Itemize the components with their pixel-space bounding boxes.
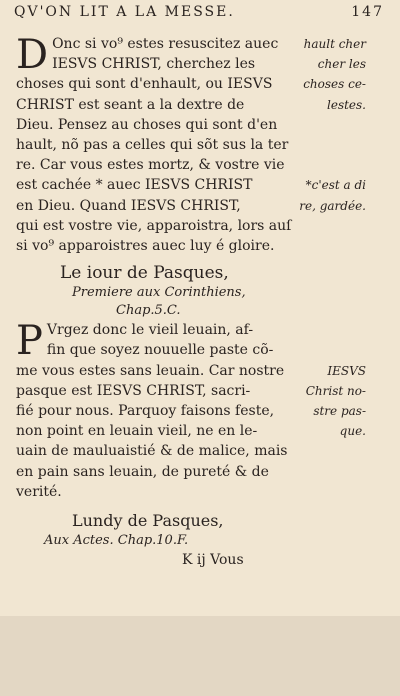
margin-note: Christ no- — [305, 383, 366, 398]
text-line — [16, 175, 366, 195]
line-text: fin que soyez nouuelle paste cõ- — [46, 342, 274, 359]
margin-note: *c'est a di — [305, 178, 366, 193]
line-text: Onc si vo⁹ estes resuscitez auec — [52, 36, 279, 52]
margin-note: lestes. — [327, 97, 366, 112]
section-subtitle: Premiere aux Corinthiens, — [72, 285, 246, 301]
line-text: fié pour nous. Parquoy faisons feste, — [16, 403, 275, 420]
text-line — [16, 482, 366, 502]
text-line — [16, 381, 366, 401]
line-text: me vous estes sans leuain. Car nostre — [16, 362, 285, 379]
text-line — [47, 340, 366, 360]
section-title: Lundy de Pasques, — [72, 511, 224, 531]
text-line — [16, 115, 366, 135]
line-text: est cachée * auec IESVS CHRIST — [16, 177, 253, 194]
line-text: hault, nõ pas a celles qui sõt sus la ter — [16, 137, 289, 154]
margin-note: IESVS — [327, 363, 366, 378]
paragraph-1 — [16, 34, 366, 256]
line-text: choses qui sont d'enhault, ou IESVS — [16, 76, 273, 93]
catchword: K ij Vous — [182, 552, 244, 569]
text-line — [16, 95, 366, 115]
text-line — [16, 441, 366, 461]
text-line — [16, 74, 366, 94]
line-text: verité. — [16, 483, 62, 500]
line-text: pasque est IESVS CHRIST, sacri- — [16, 382, 251, 399]
line-text: CHRIST est seant a la dextre de — [16, 96, 245, 113]
page-number: 147 — [351, 4, 384, 20]
section-chapter: Chap.5.C. — [116, 303, 181, 319]
text-line — [16, 236, 366, 256]
text-line — [16, 361, 366, 381]
text-line — [16, 135, 366, 155]
line-text: qui est vostre vie, apparoistra, lors auſ — [16, 217, 292, 234]
text-line — [16, 155, 366, 175]
line-text: si vo⁹ apparoistres auec luy é gloire. — [16, 238, 275, 255]
text-line — [16, 196, 366, 216]
header-title: QV'ON LIT A LA MESSE. — [14, 4, 235, 20]
line-text: Dieu. Pensez au choses qui sont d'en — [16, 116, 278, 133]
margin-note: re, gardée. — [299, 198, 366, 213]
running-header — [14, 4, 384, 20]
drop-cap: P — [16, 318, 43, 365]
margin-note: choses ce- — [303, 77, 366, 92]
section-reference: Aux Actes. Chap.10.F. — [44, 533, 189, 549]
paragraph-2 — [16, 320, 366, 502]
text-line — [16, 216, 366, 236]
line-text: non point en leuain vieil, ne en le- — [16, 423, 258, 440]
text-line — [47, 320, 366, 340]
drop-cap: D — [16, 32, 49, 78]
line-text: en Dieu. Quand IESVS CHRIST, — [16, 197, 241, 214]
section-title: Le iour de Pasques, — [60, 263, 229, 284]
text-line — [52, 54, 366, 74]
text-line — [52, 34, 366, 54]
body-text — [16, 34, 366, 570]
line-text: Vrgez donc le vieil leuain, af- — [46, 322, 254, 339]
margin-note: cher les — [317, 57, 366, 72]
margin-note: stre pas- — [313, 404, 366, 419]
line-text: en pain sans leuain, de pureté & de — [16, 463, 269, 480]
text-line — [16, 421, 366, 441]
margin-note: hault cher — [303, 37, 366, 51]
margin-note: que. — [339, 424, 366, 439]
text-line — [16, 462, 366, 482]
line-text: uain de mauluaistié & de malice, mais — [16, 443, 288, 460]
line-text: re. Car vous estes mortz, & vostre vie — [16, 157, 285, 174]
line-text: IESVS CHRIST, cherchez les — [52, 56, 256, 73]
text-line — [16, 401, 366, 421]
